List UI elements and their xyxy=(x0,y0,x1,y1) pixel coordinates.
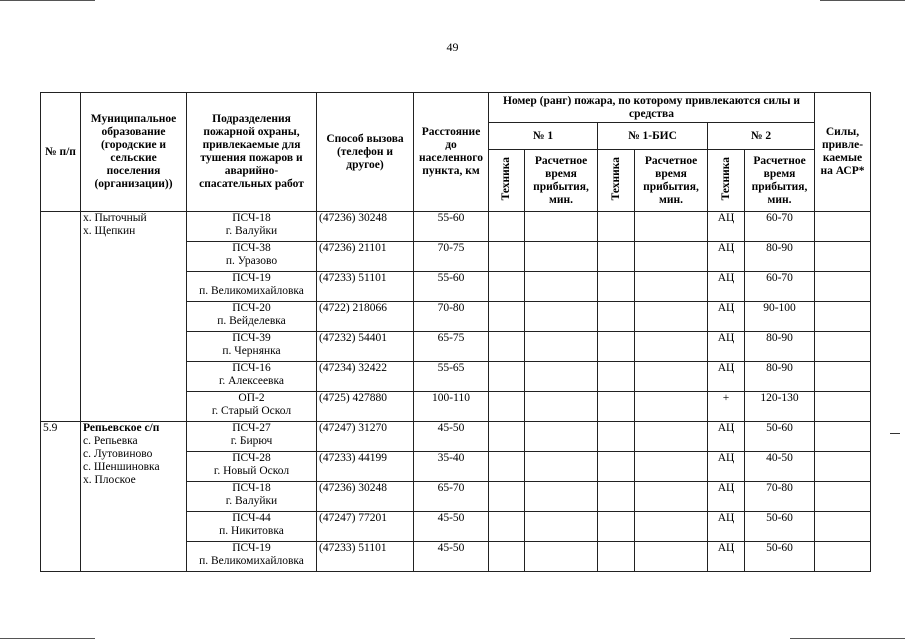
phone-cell: (47233) 44199 xyxy=(317,452,414,482)
tech-1bis-cell xyxy=(598,212,635,242)
unit-cell xyxy=(187,422,317,452)
eta-1bis-cell xyxy=(635,212,708,242)
settlement-name: с. Шеншиновка xyxy=(83,461,160,473)
distance-cell: 45-50 xyxy=(414,542,489,572)
eta-1-cell xyxy=(525,482,598,512)
header-rank-group: Номер (ранг) пожара, по которому привлекаются силы и средства xyxy=(489,93,815,123)
top-rule-right xyxy=(820,0,905,1)
eta-1-cell xyxy=(525,422,598,452)
tech-2-cell: АЦ xyxy=(708,272,745,302)
eta-1bis-cell xyxy=(635,512,708,542)
eta-1bis-cell xyxy=(635,242,708,272)
fire-forces-table xyxy=(40,92,871,572)
unit-location: п. Чернянка xyxy=(222,345,281,357)
settlement-name: х. Пыточный xyxy=(83,212,147,224)
asr-cell xyxy=(815,332,871,362)
tech-1-cell xyxy=(489,392,525,422)
distance-cell: 70-80 xyxy=(414,302,489,332)
tech-1bis-cell xyxy=(598,512,635,542)
distance-cell: 65-75 xyxy=(414,332,489,362)
eta-2-cell: 80-90 xyxy=(745,242,815,272)
page-number: 49 xyxy=(446,40,459,54)
eta-1bis-cell xyxy=(635,482,708,512)
municipality-cell xyxy=(81,422,187,572)
header-tech-1bis: Техника xyxy=(598,150,635,212)
phone-cell: (4725) 427880 xyxy=(317,392,414,422)
row-number xyxy=(41,212,81,422)
tech-1bis-cell xyxy=(598,422,635,452)
tech-2-cell: АЦ xyxy=(708,362,745,392)
settlement-name: с. Лутовиново xyxy=(83,448,153,460)
unit-name: ПСЧ-38 xyxy=(232,242,271,254)
eta-2-cell: 60-70 xyxy=(745,272,815,302)
unit-cell xyxy=(187,212,317,242)
tech-1bis-cell xyxy=(598,392,635,422)
distance-cell: 55-65 xyxy=(414,362,489,392)
tech-1-cell xyxy=(489,512,525,542)
bottom-rule-right xyxy=(790,638,905,639)
eta-1-cell xyxy=(525,302,598,332)
table-row xyxy=(41,422,871,452)
unit-cell xyxy=(187,272,317,302)
eta-1bis-cell xyxy=(635,392,708,422)
header-eta-2: Расчетное время прибытия, мин. xyxy=(745,150,815,212)
asr-cell xyxy=(815,512,871,542)
unit-location: г. Бирюч xyxy=(230,435,273,447)
phone-cell: (47247) 31270 xyxy=(317,422,414,452)
tech-1-cell xyxy=(489,452,525,482)
asr-cell xyxy=(815,392,871,422)
eta-1bis-cell xyxy=(635,422,708,452)
unit-location: г. Валуйки xyxy=(225,495,278,507)
unit-cell xyxy=(187,482,317,512)
unit-cell xyxy=(187,242,317,272)
tech-1bis-cell xyxy=(598,272,635,302)
unit-location: п. Никитовка xyxy=(219,525,284,537)
header-rank-2: № 2 xyxy=(708,123,815,150)
unit-location: г. Валуйки xyxy=(225,225,278,237)
distance-cell: 45-50 xyxy=(414,512,489,542)
tech-1-cell xyxy=(489,332,525,362)
table-row xyxy=(41,212,871,242)
asr-cell xyxy=(815,302,871,332)
edge-mark xyxy=(890,433,900,434)
tech-2-cell: АЦ xyxy=(708,482,745,512)
eta-1-cell xyxy=(525,542,598,572)
asr-cell xyxy=(815,542,871,572)
tech-1bis-cell xyxy=(598,332,635,362)
header-call-method: Способ вызова (телефон и другое) xyxy=(317,93,414,212)
unit-name: ПСЧ-27 xyxy=(232,422,271,434)
header-asr: Силы, привле-каемые на АСР* xyxy=(815,93,871,212)
municipality-title: Репьевское с/п xyxy=(83,422,160,434)
table-body xyxy=(41,212,871,572)
tech-1bis-cell xyxy=(598,482,635,512)
header-distance: Расстояние до населенного пункта, км xyxy=(414,93,489,212)
header-rank-1: № 1 xyxy=(489,123,598,150)
eta-1-cell xyxy=(525,512,598,542)
header-eta-1bis: Расчетное время прибытия, мин. xyxy=(635,150,708,212)
tech-1-cell xyxy=(489,542,525,572)
phone-cell: (47234) 32422 xyxy=(317,362,414,392)
eta-1-cell xyxy=(525,452,598,482)
eta-1-cell xyxy=(525,212,598,242)
unit-location: п. Уразово xyxy=(225,255,278,267)
unit-cell xyxy=(187,332,317,362)
settlement-name: х. Щепкин xyxy=(83,225,136,237)
tech-2-cell: + xyxy=(708,392,745,422)
header-units: Подразделения пожарной охраны, привлекаемые для тушения пожаров и аварийно-спасательных работ xyxy=(187,93,317,212)
tech-2-cell: АЦ xyxy=(708,452,745,482)
eta-2-cell: 50-60 xyxy=(745,542,815,572)
header-municipality: Муниципальное образование (городские и сельские поселения (организации)) xyxy=(81,93,187,212)
tech-2-cell: АЦ xyxy=(708,242,745,272)
settlement-name: с. Репьевка xyxy=(83,435,138,447)
tech-1bis-cell xyxy=(598,542,635,572)
eta-2-cell: 50-60 xyxy=(745,422,815,452)
unit-cell xyxy=(187,452,317,482)
unit-name: ПСЧ-44 xyxy=(232,512,271,524)
eta-1-cell xyxy=(525,242,598,272)
distance-cell: 55-60 xyxy=(414,212,489,242)
tech-2-cell: АЦ xyxy=(708,542,745,572)
unit-name: ПСЧ-28 xyxy=(232,452,271,464)
eta-1bis-cell xyxy=(635,302,708,332)
tech-1bis-cell xyxy=(598,362,635,392)
eta-2-cell: 40-50 xyxy=(745,452,815,482)
distance-cell: 35-40 xyxy=(414,452,489,482)
tech-1-cell xyxy=(489,422,525,452)
unit-name: ПСЧ-20 xyxy=(232,302,271,314)
row-number: 5.9 xyxy=(41,422,81,572)
eta-2-cell: 80-90 xyxy=(745,332,815,362)
unit-cell xyxy=(187,302,317,332)
eta-1bis-cell xyxy=(635,542,708,572)
unit-cell xyxy=(187,512,317,542)
eta-2-cell: 90-100 xyxy=(745,302,815,332)
phone-cell: (47236) 30248 xyxy=(317,212,414,242)
phone-cell: (47247) 77201 xyxy=(317,512,414,542)
eta-1-cell xyxy=(525,272,598,302)
tech-2-cell: АЦ xyxy=(708,212,745,242)
tech-1bis-cell xyxy=(598,242,635,272)
unit-name: ПСЧ-19 xyxy=(232,542,271,554)
phone-cell: (47233) 51101 xyxy=(317,272,414,302)
unit-cell xyxy=(187,542,317,572)
tech-2-cell: АЦ xyxy=(708,302,745,332)
tech-1bis-cell xyxy=(598,452,635,482)
header-tech-1: Техника xyxy=(489,150,525,212)
asr-cell xyxy=(815,272,871,302)
header-tech-2: Техника xyxy=(708,150,745,212)
tech-1-cell xyxy=(489,302,525,332)
unit-location: г. Новый Оскол xyxy=(213,465,290,477)
unit-name: ПСЧ-19 xyxy=(232,272,271,284)
tech-1-cell xyxy=(489,272,525,302)
tech-1-cell xyxy=(489,482,525,512)
eta-2-cell: 80-90 xyxy=(745,362,815,392)
eta-1bis-cell xyxy=(635,362,708,392)
tech-1-cell xyxy=(489,362,525,392)
header-num: № п/п xyxy=(41,93,81,212)
eta-1bis-cell xyxy=(635,272,708,302)
eta-2-cell: 50-60 xyxy=(745,512,815,542)
unit-location: г. Алексеевка xyxy=(218,375,285,387)
header-eta-1: Расчетное время прибытия, мин. xyxy=(525,150,598,212)
asr-cell xyxy=(815,422,871,452)
asr-cell xyxy=(815,212,871,242)
eta-1bis-cell xyxy=(635,332,708,362)
distance-cell: 100-110 xyxy=(414,392,489,422)
unit-location: п. Великомихайловка xyxy=(199,555,304,567)
asr-cell xyxy=(815,452,871,482)
phone-cell: (47236) 21101 xyxy=(317,242,414,272)
unit-name: ПСЧ-18 xyxy=(232,212,271,224)
eta-1bis-cell xyxy=(635,452,708,482)
unit-name: ПСЧ-39 xyxy=(232,332,271,344)
unit-name: ОП-2 xyxy=(238,392,265,404)
eta-1-cell xyxy=(525,362,598,392)
tech-2-cell: АЦ xyxy=(708,332,745,362)
eta-1-cell xyxy=(525,392,598,422)
unit-name: ПСЧ-18 xyxy=(232,482,271,494)
unit-cell xyxy=(187,362,317,392)
distance-cell: 70-75 xyxy=(414,242,489,272)
municipality-cell xyxy=(81,212,187,422)
unit-location: п. Великомихайловка xyxy=(199,285,304,297)
phone-cell: (47233) 51101 xyxy=(317,542,414,572)
phone-cell: (4722) 218066 xyxy=(317,302,414,332)
unit-cell xyxy=(187,392,317,422)
distance-cell: 45-50 xyxy=(414,422,489,452)
tech-2-cell: АЦ xyxy=(708,422,745,452)
distance-cell: 65-70 xyxy=(414,482,489,512)
asr-cell xyxy=(815,362,871,392)
tech-2-cell: АЦ xyxy=(708,512,745,542)
eta-2-cell: 120-130 xyxy=(745,392,815,422)
settlement-name: х. Плоское xyxy=(83,474,136,486)
unit-name: ПСЧ-16 xyxy=(232,362,271,374)
tech-1bis-cell xyxy=(598,302,635,332)
bottom-rule-left xyxy=(0,638,95,639)
phone-cell: (47232) 54401 xyxy=(317,332,414,362)
unit-location: п. Вейделевка xyxy=(217,315,286,327)
top-rule-left xyxy=(0,0,95,1)
eta-2-cell: 60-70 xyxy=(745,212,815,242)
eta-2-cell: 70-80 xyxy=(745,482,815,512)
phone-cell: (47236) 30248 xyxy=(317,482,414,512)
unit-location: г. Старый Оскол xyxy=(211,405,292,417)
distance-cell: 55-60 xyxy=(414,272,489,302)
asr-cell xyxy=(815,242,871,272)
tech-1-cell xyxy=(489,212,525,242)
asr-cell xyxy=(815,482,871,512)
tech-1-cell xyxy=(489,242,525,272)
eta-1-cell xyxy=(525,332,598,362)
header-rank-1bis: № 1-БИС xyxy=(598,123,708,150)
